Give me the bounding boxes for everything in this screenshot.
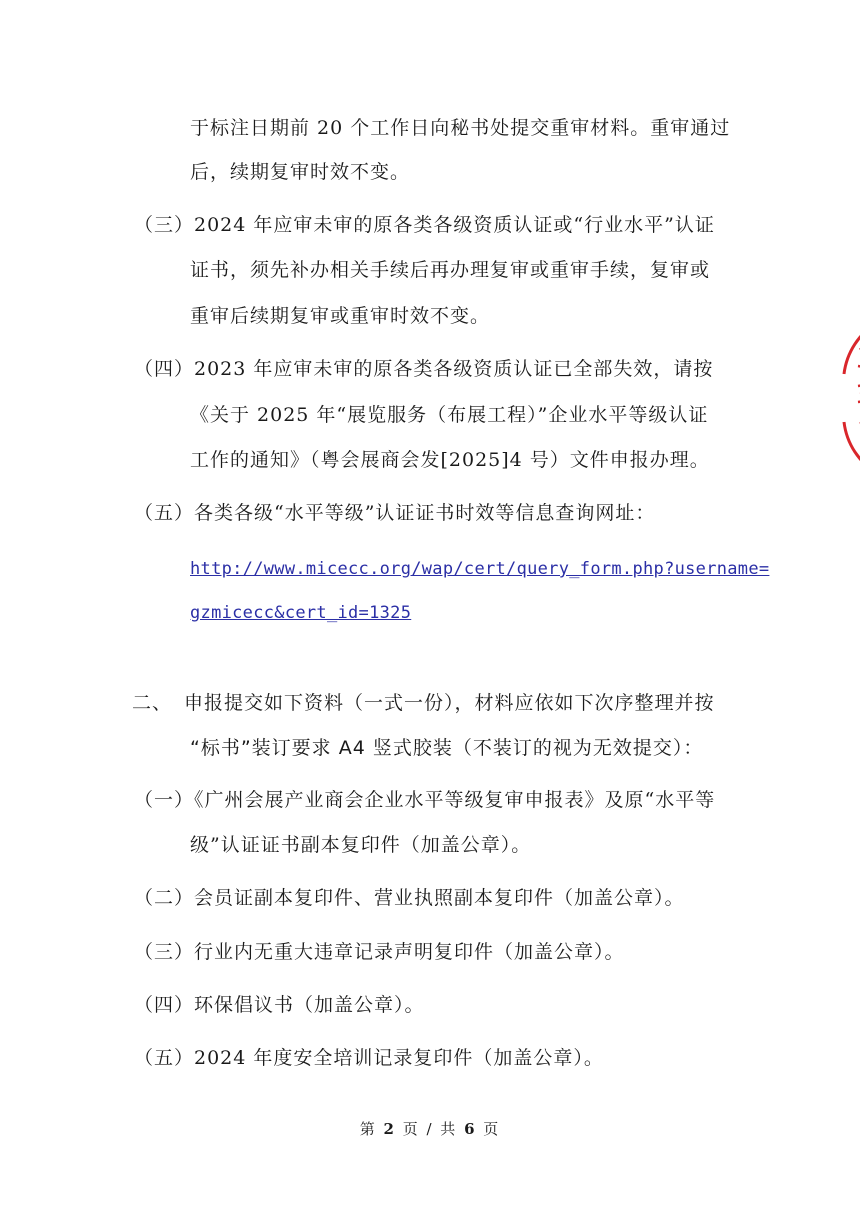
paragraph-line: 于标注日期前 20 个工作日向秘书处提交重审材料。重审通过 (190, 117, 731, 139)
list-item-4: （四）2023 年应审未审的原各类各级资质认证已全部失效，请按 (134, 358, 714, 380)
current-page-number: 2 (383, 1120, 396, 1138)
paragraph-line: 级”认证证书副本复印件（加盖公章）。 (190, 834, 532, 856)
paragraph-line: 后，续期复审时效不变。 (190, 161, 411, 183)
requirement-item-4: （四）环保倡议书（加盖公章）。 (134, 994, 425, 1016)
list-item-5: （五）各类各级“水平等级”认证证书时效等信息查询网址： (134, 502, 656, 524)
query-url-link-continued[interactable]: gzmicecc&cert_id=1325 (190, 603, 412, 623)
paragraph-line: 证书，须先补办相关手续后再办理复审或重审手续，复审或 (190, 259, 711, 281)
requirement-item-2: （二）会员证副本复印件、营业执照副本复印件（加盖公章）。 (134, 887, 685, 909)
footer-text: 页 (476, 1120, 501, 1138)
requirement-item-3: （三）行业内无重大违章记录声明复印件（加盖公章）。 (134, 941, 625, 963)
section-number: 二、 (132, 692, 173, 714)
official-seal-stamp (816, 318, 860, 478)
footer-text: 第 (359, 1120, 384, 1138)
requirement-item-1: （一）《广州会展产业商会企业水平等级复审申报表》及原“水平等 (134, 789, 716, 811)
paragraph-line: 《关于 2025 年“展览服务（布展工程）”企业水平等级认证 (190, 404, 709, 426)
paragraph-line: 重审后续期复审或重审时效不变。 (190, 305, 491, 327)
section-heading-continued: “标书”装订要求 A4 竖式胶装（不装订的视为无效提交）： (190, 737, 704, 759)
query-url-link[interactable]: http://www.micecc.org/wap/cert/query_form.php?username= (190, 559, 770, 579)
page-number-footer (0, 1118, 860, 1139)
list-item-3: （三）2024 年应审未审的原各类各级资质认证或“行业水平”认证 (134, 214, 715, 236)
paragraph-line: 工作的通知》（粤会展商会发[2025]4 号）文件申报办理。 (190, 449, 710, 471)
section-heading: 申报提交如下资料（一式一份），材料应依如下次序整理并按 (184, 692, 715, 714)
requirement-item-5: （五）2024 年度安全培训记录复印件（加盖公章）。 (134, 1047, 604, 1069)
footer-text: 页 / 共 (395, 1120, 465, 1138)
total-page-count: 6 (464, 1120, 477, 1138)
